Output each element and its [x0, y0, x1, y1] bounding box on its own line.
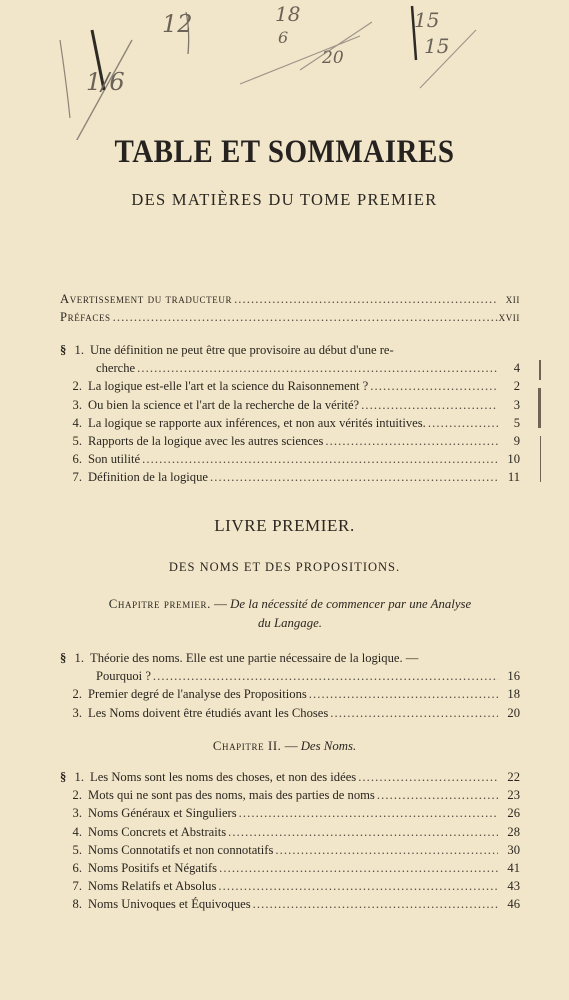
toc-entry	[60, 450, 520, 468]
toc-entry-label: Ou bien la science et l'art de la recherche de la vérité?	[88, 397, 360, 412]
leader-dots	[273, 841, 498, 859]
toc-entry	[60, 308, 520, 326]
toc-entry	[60, 341, 520, 359]
front-matter	[60, 290, 520, 326]
handwritten-mark: 15	[424, 34, 450, 58]
section-number: 1.	[74, 770, 84, 784]
toc-entry	[60, 768, 520, 786]
toc-entry	[60, 895, 520, 913]
section-mark: §	[60, 343, 67, 357]
toc-entry-label: Noms Concrets et Abstraits	[88, 824, 227, 839]
section-number: 6.	[72, 861, 82, 876]
toc-entry	[60, 704, 520, 722]
toc-entry-label: Théorie des noms. Elle est une partie nécessaire de la logique. —	[90, 651, 419, 665]
leader-dots	[217, 859, 498, 877]
leader-dots	[426, 414, 498, 432]
leader-dots	[135, 359, 498, 377]
chapter-label: Chapitre premier.	[108, 597, 211, 611]
leader-dots	[356, 768, 498, 786]
handwritten-mark: 18	[275, 2, 301, 26]
chapter-dash: —	[214, 597, 227, 611]
section-number: 3.	[72, 705, 82, 720]
toc-entry-continuation	[60, 359, 520, 377]
section-number: 4.	[72, 824, 82, 839]
toc-entry-page: 9	[513, 434, 520, 449]
section-number: 2.	[72, 788, 82, 803]
toc-entry-page: 3	[513, 397, 520, 412]
leader-dots	[328, 704, 498, 722]
section-number: 4.	[72, 415, 82, 430]
section-number: 2.	[72, 379, 82, 394]
chapter-title: Des Noms.	[300, 739, 357, 753]
leader-dots	[237, 804, 498, 822]
section-number: 7.	[72, 879, 82, 894]
toc-entry-label: Préfaces	[60, 310, 111, 325]
toc-entry-page: 22	[507, 770, 520, 784]
handwritten-mark: 20	[322, 48, 344, 68]
handwritten-mark: 1/6	[86, 68, 125, 96]
toc-entry-label: Les Noms sont les noms des choses, et non des idées	[90, 770, 357, 784]
chapter-1-sections	[60, 649, 520, 722]
toc-entry-page: 2	[513, 379, 520, 394]
toc-entry-page: 10	[507, 452, 520, 467]
toc-entry-page: xii	[505, 292, 520, 306]
section-number: 7.	[72, 470, 82, 485]
toc-entry	[60, 859, 520, 877]
leader-dots	[140, 450, 498, 468]
toc-entry	[60, 804, 520, 822]
toc-entry-page: 11	[507, 470, 520, 485]
book-subheading: DES NOMS ET DES PROPOSITIONS.	[168, 560, 401, 574]
toc-entry-page: xvii	[498, 310, 520, 325]
toc-entry-label: cherche	[96, 361, 136, 376]
toc-entry-label: Noms Généraux et Singuliers	[88, 806, 237, 821]
section-number: 3.	[72, 806, 82, 821]
chapter-label: Chapitre II.	[212, 739, 282, 753]
page-title: TABLE ET SOMMAIRES	[114, 134, 455, 170]
section-mark: §	[60, 651, 67, 665]
section-number: 8.	[72, 897, 82, 912]
toc-entry-label: Avertissement du traducteur	[60, 292, 233, 306]
toc-entry-page: 30	[507, 842, 520, 857]
toc-entry	[60, 877, 520, 895]
leader-dots	[216, 877, 498, 895]
toc-entry-page: 28	[507, 824, 520, 839]
leader-dots	[111, 308, 498, 326]
toc-entry-page: 46	[507, 897, 520, 912]
intro-sections	[60, 341, 520, 487]
toc-entry	[60, 841, 520, 859]
leader-dots	[232, 290, 498, 308]
toc-entry-label: Noms Univoques et Équivoques	[88, 897, 251, 912]
chapter-dash: —	[284, 739, 298, 753]
toc-entry	[60, 290, 520, 308]
handwritten-mark: 6	[278, 28, 289, 47]
chapter-2-sections	[60, 768, 520, 914]
toc-entry-label: Noms Relatifs et Absolus	[88, 879, 217, 894]
section-number: 5.	[72, 842, 82, 857]
toc-entry-label: Les Noms doivent être étudiés avant les Choses	[88, 705, 329, 720]
chapter-title-cont: du Langage.	[258, 616, 322, 630]
handwritten-mark: 15	[414, 8, 440, 32]
leader-dots	[368, 377, 498, 395]
toc-entry-label: Noms Positifs et Négatifs	[88, 861, 218, 876]
leader-dots	[151, 667, 498, 685]
toc-entry-continuation	[60, 667, 520, 685]
toc-entry-label: Définition de la logique	[88, 470, 208, 485]
leader-dots	[359, 396, 498, 414]
toc-entry-page: 4	[513, 361, 520, 376]
section-number: 2.	[72, 687, 82, 702]
section-number: 1.	[74, 343, 84, 357]
leader-dots	[307, 685, 498, 703]
page-edge-mark	[538, 388, 541, 428]
page-subtitle: DES MATIÈRES DU TOME PREMIER	[131, 190, 438, 209]
leader-dots	[226, 823, 498, 841]
chapter-2-heading	[0, 739, 569, 754]
toc-entry	[60, 786, 520, 804]
toc-entry-label: Rapports de la logique avec les autres sciences	[88, 434, 324, 449]
toc-entry	[60, 414, 520, 432]
leader-dots	[375, 786, 498, 804]
toc-entry-label: Noms Connotatifs et non connotatifs	[88, 842, 274, 857]
toc-entry	[60, 396, 520, 414]
toc-entry	[60, 377, 520, 395]
section-number: 6.	[72, 452, 82, 467]
toc-entry-page: 26	[507, 806, 520, 821]
section-number: 5.	[72, 434, 82, 449]
leader-dots	[208, 468, 498, 486]
toc-entry-page: 41	[507, 861, 520, 876]
toc-entry-label: La logique est-elle l'art et la science du Raisonnement ?	[88, 379, 369, 394]
toc-entry-page: 43	[507, 879, 520, 894]
toc-entry	[60, 685, 520, 703]
toc-entry-label: Une définition ne peut être que provisoire au début d'une re-	[90, 343, 394, 357]
page-edge-mark	[539, 360, 541, 380]
leader-dots	[251, 895, 498, 913]
toc-entry-page: 20	[507, 705, 520, 720]
chapter-title: De la nécessité de commencer par une Analyse	[230, 597, 472, 611]
toc-entry-page: 5	[513, 415, 520, 430]
toc-entry-label: Premier degré de l'analyse des Propositions	[88, 687, 307, 702]
toc-entry	[60, 468, 520, 486]
toc-entry-page: 18	[507, 687, 520, 702]
chapter-1-heading	[60, 595, 520, 633]
handwritten-mark: 12	[162, 10, 193, 38]
leader-dots	[323, 432, 498, 450]
toc-entry-page: 23	[507, 788, 520, 803]
section-number: 1.	[74, 651, 84, 665]
toc-entry-label: Son utilité	[88, 452, 141, 467]
toc-entry-label: Mots qui ne sont pas des noms, mais des parties de noms	[88, 788, 375, 803]
toc-entry-label: La logique se rapporte aux inférences, et non aux vérités intuitives.	[88, 415, 426, 430]
toc-entry-page: 16	[507, 669, 520, 684]
section-number: 3.	[72, 397, 82, 412]
toc-entry	[60, 823, 520, 841]
page-edge-mark	[540, 436, 541, 482]
section-mark: §	[60, 770, 67, 784]
toc-entry	[60, 432, 520, 450]
toc-entry	[60, 649, 520, 667]
book-heading: LIVRE PREMIER.	[214, 516, 355, 535]
toc-entry-label: Pourquoi ?	[96, 669, 151, 684]
